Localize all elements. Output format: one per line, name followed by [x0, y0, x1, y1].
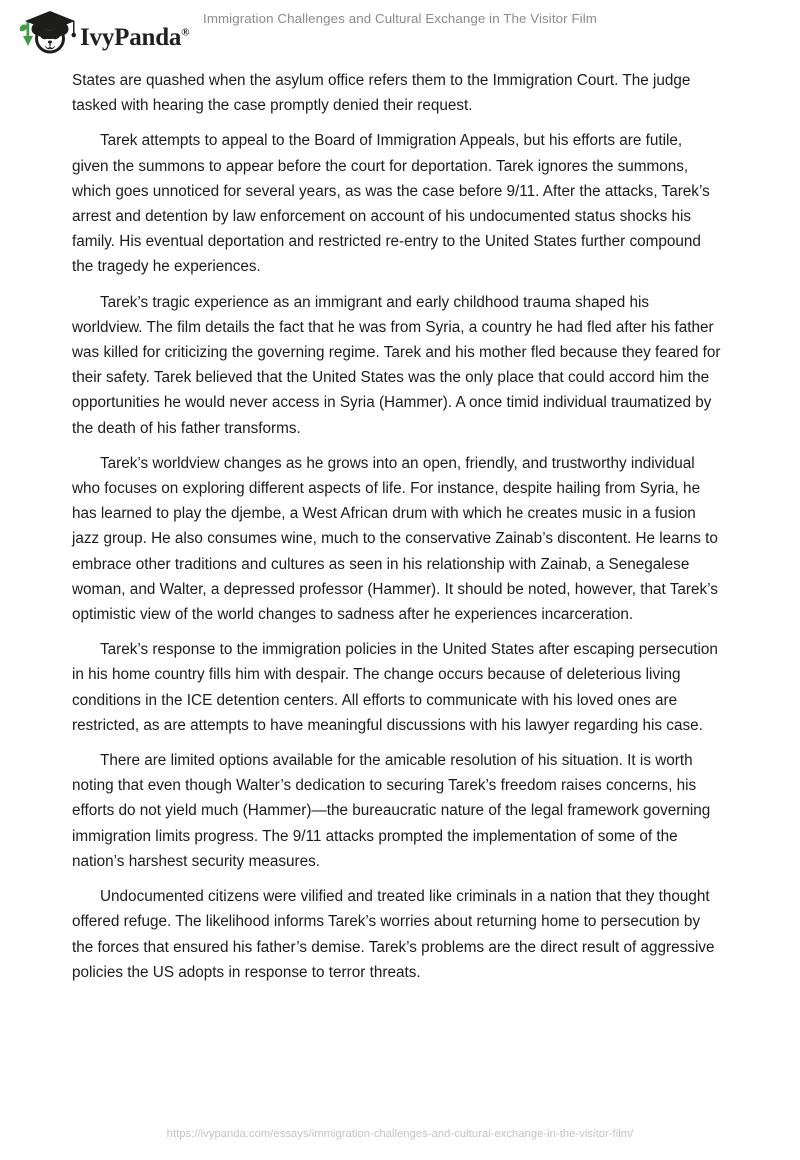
- page-footer: [0, 1124, 800, 1142]
- page-header: [0, 0, 800, 62]
- paragraph: Tarek attempts to appeal to the Board of Immigration Appeals, but his efforts are futile, given the summons to appear before the court for deportation. Tarek ignores the summons, which goes unnoticed for several years, as was the case before 9/11. After the attacks, Tarek’s arrest and detention by law enforcement on account of his undocumented status shocks his family. His eventual deportation and restricted re-entry to the United States further compound the tragedy he experiences.: [72, 132, 710, 276]
- paragraph: States are quashed when the asylum office refers them to the Immigration Court. The judge tasked with hearing the case promptly denied their request.: [72, 72, 691, 115]
- paragraph: There are limited options available for the amicable resolution of his situation. It is worth noting that even though Walter’s dedication to securing Tarek’s freedom raises concerns, his efforts do not yield much (Hammer)—the bureaucratic nature of the legal framework governing immigration limits progress. The 9/11 attacks prompted the implementation of some of the nation’s harshest security measures.: [72, 752, 711, 870]
- document-body: [72, 68, 722, 995]
- registered-trademark-symbol: ®: [181, 26, 190, 39]
- paragraph: Tarek’s tragic experience as an immigrant and early childhood trauma shaped his worldview. The film details the fact that he was from Syria, a country he had fled after his father was killed for criticizing the governing regime. Tarek and his mother fled because they feared for their safety. Tarek believed that the United States was the only place that could accord him the opportunities he would never access in Syria (Hammer). A once timid individual traumatized by the death of his father transforms.: [72, 293, 721, 437]
- source-url[interactable]: https://ivypanda.com/essays/immigration-challenges-and-cultural-exchange-in-the-visitor-film/: [166, 1128, 634, 1140]
- paragraph: Undocumented citizens were vilified and treated like criminals in a nation that they thought offered refuge. The likelihood informs Tarek’s worries about returning home to persecution by the forces that ensured his father’s demise. Tarek’s problems are the direct result of aggressive policies the US adopts in response to terror threats.: [72, 888, 715, 981]
- paragraph: Tarek’s worldview changes as he grows into an open, friendly, and trustworthy individual who focuses on exploring different aspects of life. For instance, despite hailing from Syria, he has learned to play the djembe, a West African drum with which he creates music in a fusion jazz group. He also consumes wine, much to the conservative Zainab’s discontent. He learns to embrace other traditions and cultures as seen in his relationship with Zainab, a Senegalese woman, and Walter, a depressed professor (Hammer). It should be noted, however, that Tarek’s optimistic view of the world changes to sadness after he experiences incarceration.: [72, 454, 718, 624]
- document-title-header: Immigration Challenges and Cultural Exchange in The Visitor Film: [203, 11, 597, 26]
- brand-name: IvyPanda®: [80, 23, 190, 51]
- paragraph: Tarek’s response to the immigration policies in the United States after escaping persecution in his home country fills him with despair. The change occurs because of deleterious living conditions in the ICE detention centers. All efforts to communicate with his loved ones are restricted, as are attempts to have meaningful discussions with his lawyer regarding his case.: [72, 641, 718, 734]
